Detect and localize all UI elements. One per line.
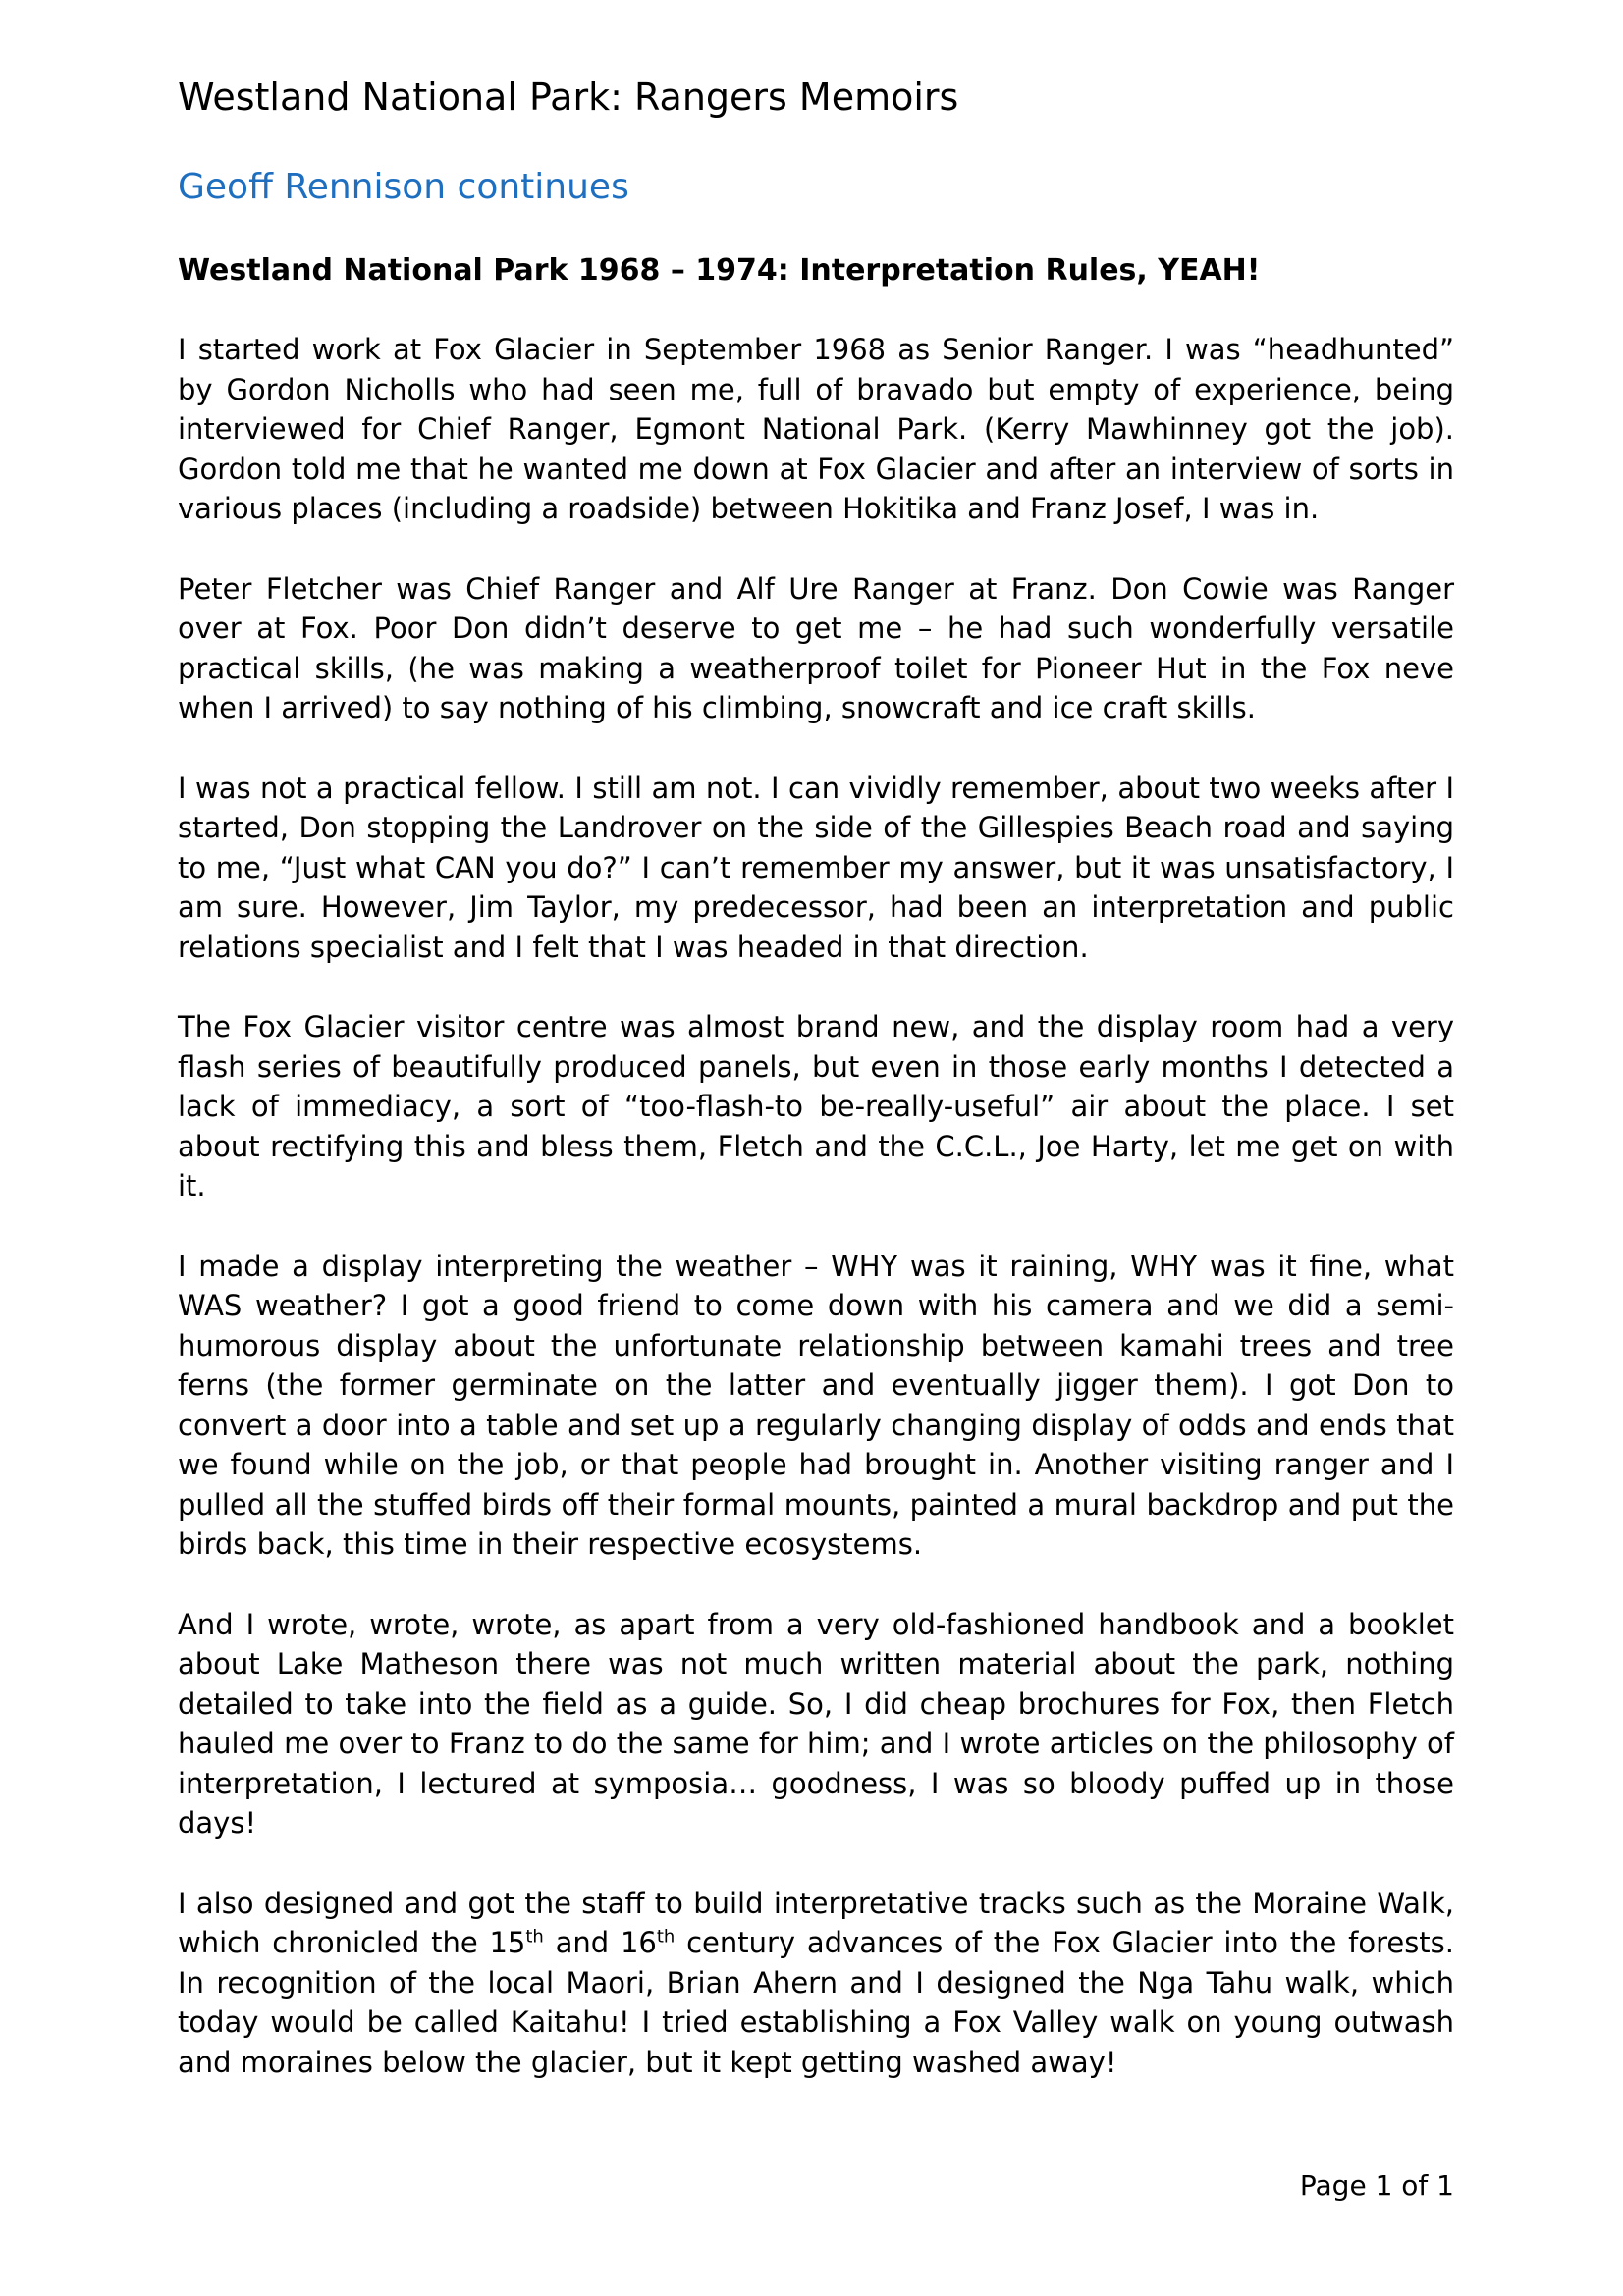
paragraph-5: I made a display interpreting the weather – WHY was it raining, WHY was it fine, what WAS weather? I got a good friend to come down with his camera and we did a semi-humorous display about the unfortunate relationship between kamahi trees and tree ferns (the former germinate on the latter and eventually jigger them). I got Don to convert a door into a table and set up a regularly changing display of odds and ends that we found while on the job, or that people had brought in. Another visiting ranger and I pulled all the stuffed birds off their formal mounts, painted a mural backdrop and put the birds back, this time in their respective ecosystems. bbox=[178, 1249, 1454, 1561]
document-body bbox=[178, 330, 1454, 2122]
paragraph-7-text-c: century advances of the Fox Glacier into the forests. In recognition of the local Maori, Brian Ahern and I designed the Nga Tahu walk, which today would be called Kaitahu! I tried establishing a Fox Valley walk on young outwash and moraines below the glacier, but it kept getting washed away! bbox=[178, 1926, 1454, 2079]
paragraph-7-text-b: and 16 bbox=[543, 1926, 657, 1959]
superscript-th-1: th bbox=[525, 1926, 544, 1948]
paragraph-1: I started work at Fox Glacier in September 1968 as Senior Ranger. I was “headhunted” by Gordon Nicholls who had seen me, full of bravado but empty of experience, being interviewed for Chief Ranger, Egmont National Park. (Kerry Mawhinney got the job). Gordon told me that he wanted me down at Fox Glacier and after an interview of sorts in various places (including a roadside) between Hokitika and Franz Josef, I was in. bbox=[178, 333, 1454, 525]
paragraph-6: And I wrote, wrote, wrote, as apart from a very old-fashioned handbook and a booklet about Lake Matheson there was not much written material about the park, nothing detailed to take into the field as a guide. So, I did cheap brochures for Fox, then Fletch hauled me over to Franz to do the same for him; and I wrote articles on the philosophy of interpretation, I lectured at symposia… goodness, I was so bloody puffed up in those days! bbox=[178, 1607, 1454, 1840]
page-number: Page 1 of 1 bbox=[1299, 2169, 1454, 2202]
superscript-th-2: th bbox=[656, 1926, 676, 1948]
paragraph-7-text-a: I also designed and got the staff to build interpretative tracks such as the Moraine Walk, which chronicled the 15 bbox=[178, 1886, 1454, 1959]
paragraph-2: Peter Fletcher was Chief Ranger and Alf Ure Ranger at Franz. Don Cowie was Ranger over at Fox. Poor Don didn’t deserve to get me – he had such wonderfully versatile practical skills, (he was making a weatherproof toilet for Pioneer Hut in the Fox neve when I arrived) to say nothing of his climbing, snowcraft and ice craft skills. bbox=[178, 571, 1454, 724]
section-heading: Westland National Park 1968 – 1974: Interpretation Rules, YEAH! bbox=[178, 253, 1261, 288]
paragraph-7 bbox=[178, 1884, 1454, 2083]
paragraph-3: I was not a practical fellow. I still am not. I can vividly remember, about two weeks after I started, Don stopping the Landrover on the side of the Gillespies Beach road and saying to me, “Just what CAN you do?” I can’t remember my answer, but it was unsatisfactory, I am sure. However, Jim Taylor, my predecessor, had been an interpretation and public relations specialist and I felt that I was headed in that direction. bbox=[178, 771, 1454, 964]
paragraph-4: The Fox Glacier visitor centre was almost brand new, and the display room had a very flash series of beautifully produced panels, but even in those early months I detected a lack of immediacy, a sort of “too-flash-to be-really-useful” air about the place. I set about rectifying this and bless them, Fletch and the C.C.L., Joe Harty, let me get on with it. bbox=[178, 1010, 1454, 1202]
document-subtitle: Geoff Rennison continues bbox=[178, 167, 629, 207]
document-title: Westland National Park: Rangers Memoirs bbox=[178, 76, 959, 119]
